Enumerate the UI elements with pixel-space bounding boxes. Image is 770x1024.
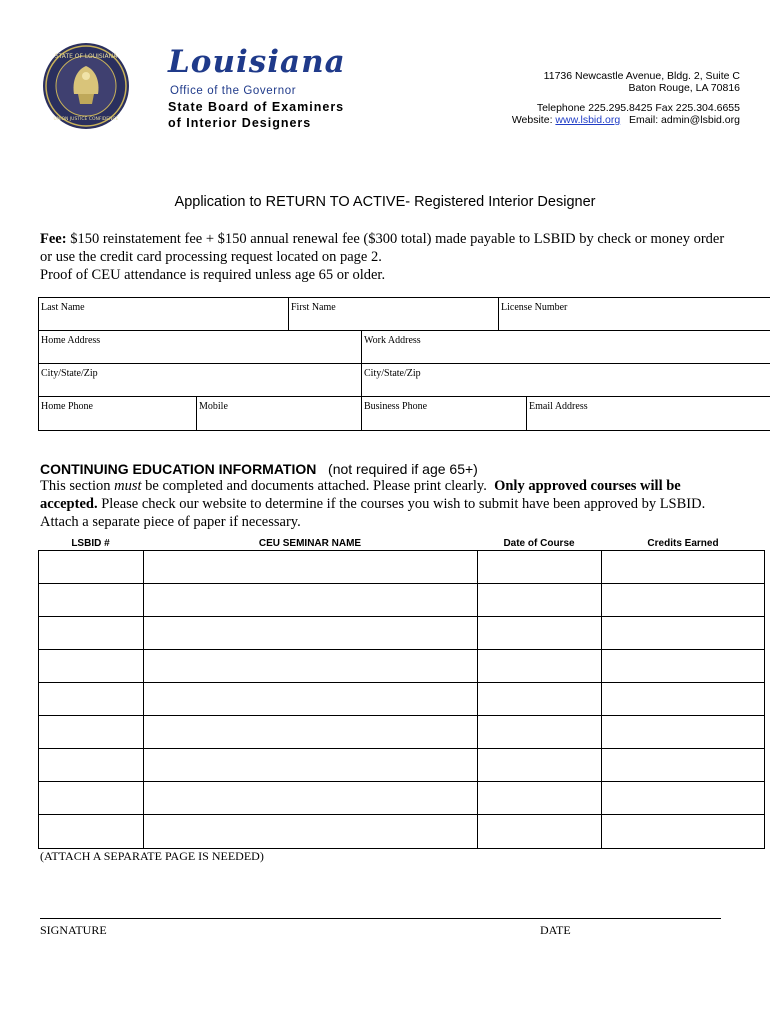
ce-cell-date[interactable] bbox=[478, 749, 602, 781]
website-label: Website: bbox=[511, 114, 556, 126]
ce-heading-title: CONTINUING EDUCATION INFORMATION bbox=[40, 461, 317, 477]
ce-cell-credits[interactable] bbox=[602, 683, 764, 715]
home-city-label: City/State/Zip bbox=[41, 368, 98, 379]
ce-cell-credits[interactable] bbox=[602, 749, 764, 781]
license-number-label: License Number bbox=[501, 302, 568, 313]
last-name-field[interactable] bbox=[39, 298, 289, 330]
ce-cell-lsbid[interactable] bbox=[39, 749, 144, 781]
email-address-field[interactable] bbox=[527, 397, 770, 430]
ce-cell-seminar[interactable] bbox=[144, 683, 478, 715]
work-city-label: City/State/Zip bbox=[364, 368, 421, 379]
date-label: DATE bbox=[540, 923, 571, 937]
table-row bbox=[39, 782, 764, 815]
attach-note: (ATTACH A SEPARATE PAGE IS NEEDED) bbox=[40, 849, 264, 863]
ce-cell-date[interactable] bbox=[478, 815, 602, 848]
last-name-label: Last Name bbox=[41, 302, 85, 313]
ce-cell-date[interactable] bbox=[478, 617, 602, 649]
ce-cell-date[interactable] bbox=[478, 584, 602, 616]
table-row bbox=[39, 650, 764, 683]
ceu-proof-note: Proof of CEU attendance is required unless age 65 or older. bbox=[40, 267, 386, 283]
address-line1: 11736 Newcastle Avenue, Bldg. 2, Suite C bbox=[543, 70, 740, 82]
ce-cell-credits[interactable] bbox=[602, 815, 764, 848]
business-phone-label: Business Phone bbox=[364, 401, 428, 412]
contact-line bbox=[512, 114, 740, 126]
ce-cell-date[interactable] bbox=[478, 716, 602, 748]
ce-cell-lsbid[interactable] bbox=[39, 716, 144, 748]
fee-paragraph bbox=[40, 230, 730, 266]
col-header-credits: Credits Earned bbox=[647, 538, 719, 549]
board-name-line2: of Interior Designers bbox=[168, 116, 312, 130]
board-name-line1: State Board of Examiners bbox=[168, 100, 345, 114]
brand-wordmark: Louisiana bbox=[168, 44, 346, 80]
home-address-field[interactable] bbox=[39, 331, 362, 363]
ce-cell-lsbid[interactable] bbox=[39, 650, 144, 682]
email-text: Email: admin@lsbid.org bbox=[628, 114, 740, 126]
ce-cell-seminar[interactable] bbox=[144, 584, 478, 616]
website-link[interactable]: www.lsbid.org bbox=[555, 114, 621, 126]
address-line2: Baton Rouge, LA 70816 bbox=[628, 82, 740, 94]
ce-cell-credits[interactable] bbox=[602, 782, 764, 814]
ce-instructions bbox=[40, 477, 730, 531]
ce-cell-lsbid[interactable] bbox=[39, 782, 144, 814]
license-number-field[interactable] bbox=[499, 298, 770, 330]
ce-text-c: Please check our website to determine if the courses you wish to submit have been approved by LSBID. Attach a separate piece of paper if necessary. bbox=[40, 496, 706, 530]
ce-cell-date[interactable] bbox=[478, 683, 602, 715]
info-row-name bbox=[39, 298, 770, 331]
table-row bbox=[39, 551, 764, 584]
ce-cell-seminar[interactable] bbox=[144, 650, 478, 682]
info-row-city bbox=[39, 364, 770, 397]
ce-cell-credits[interactable] bbox=[602, 716, 764, 748]
col-header-seminar: CEU SEMINAR NAME bbox=[258, 538, 362, 549]
info-row-address bbox=[39, 331, 770, 364]
ce-heading-note: (not required if age 65+) bbox=[316, 461, 478, 477]
ce-text-must: must bbox=[114, 478, 142, 494]
ce-cell-seminar[interactable] bbox=[144, 551, 478, 583]
ce-cell-lsbid[interactable] bbox=[39, 617, 144, 649]
signature-label: SIGNATURE bbox=[40, 923, 107, 937]
home-city-state-zip-field[interactable] bbox=[39, 364, 362, 396]
ce-text-b: be completed and documents attached. Please print clearly. bbox=[141, 478, 495, 494]
ce-cell-lsbid[interactable] bbox=[39, 683, 144, 715]
ce-text-a: This section bbox=[40, 478, 115, 494]
business-phone-field[interactable] bbox=[362, 397, 527, 430]
table-row bbox=[39, 815, 764, 848]
ce-table bbox=[38, 550, 765, 849]
signature-line[interactable] bbox=[40, 918, 721, 919]
work-city-state-zip-field[interactable] bbox=[362, 364, 770, 396]
office-label: Office of the Governor bbox=[170, 85, 297, 97]
ce-heading bbox=[40, 461, 478, 477]
ce-cell-date[interactable] bbox=[478, 551, 602, 583]
work-address-field[interactable] bbox=[362, 331, 770, 363]
fee-label: Fee: bbox=[40, 231, 67, 247]
table-row bbox=[39, 716, 764, 749]
ce-cell-lsbid[interactable] bbox=[39, 815, 144, 848]
ce-cell-seminar[interactable] bbox=[144, 617, 478, 649]
ce-cell-credits[interactable] bbox=[602, 650, 764, 682]
first-name-field[interactable] bbox=[289, 298, 499, 330]
applicant-info-table bbox=[38, 297, 770, 431]
seal-text-top: STATE OF LOUISIANA bbox=[54, 53, 118, 60]
info-row-phones bbox=[39, 397, 770, 430]
seal-text-bottom: UNION JUSTICE CONFIDENCE bbox=[53, 117, 119, 122]
ce-cell-credits[interactable] bbox=[602, 617, 764, 649]
ce-text-bold: Only approved courses will be accepted. bbox=[40, 478, 681, 512]
ce-instructions-paragraph bbox=[40, 477, 730, 531]
table-row bbox=[39, 617, 764, 650]
ce-cell-seminar[interactable] bbox=[144, 782, 478, 814]
col-header-lsbid: LSBID # bbox=[71, 538, 110, 549]
first-name-label: First Name bbox=[291, 302, 336, 313]
work-address-label: Work Address bbox=[364, 335, 421, 346]
fee-text: $150 reinstatement fee + $150 annual renewal fee ($300 total) made payable to LSBID by check or money order or use the credit card processing request located on page 2. bbox=[40, 231, 725, 265]
ce-cell-seminar[interactable] bbox=[144, 815, 478, 848]
mobile-field[interactable] bbox=[197, 397, 362, 430]
home-address-label: Home Address bbox=[41, 335, 101, 346]
ce-cell-credits[interactable] bbox=[602, 584, 764, 616]
ce-cell-credits[interactable] bbox=[602, 551, 764, 583]
col-header-date: Date of Course bbox=[503, 538, 575, 549]
table-row bbox=[39, 749, 764, 782]
ce-cell-seminar[interactable] bbox=[144, 749, 478, 781]
home-phone-label: Home Phone bbox=[41, 401, 93, 412]
table-row bbox=[39, 584, 764, 617]
home-phone-field[interactable] bbox=[39, 397, 197, 430]
ce-cell-date[interactable] bbox=[478, 650, 602, 682]
phone-fax-line: Telephone 225.295.8425 Fax 225.304.6655 bbox=[536, 102, 740, 114]
mobile-label: Mobile bbox=[199, 401, 228, 412]
ce-cell-lsbid[interactable] bbox=[39, 584, 144, 616]
ce-cell-date[interactable] bbox=[478, 782, 602, 814]
ce-cell-seminar[interactable] bbox=[144, 716, 478, 748]
ce-cell-lsbid[interactable] bbox=[39, 551, 144, 583]
application-title: Application to RETURN TO ACTIVE- Registered Interior Designer bbox=[174, 194, 596, 210]
email-address-label: Email Address bbox=[529, 401, 588, 412]
fee-section bbox=[40, 230, 730, 284]
state-seal-logo bbox=[42, 42, 130, 130]
table-row bbox=[39, 683, 764, 716]
